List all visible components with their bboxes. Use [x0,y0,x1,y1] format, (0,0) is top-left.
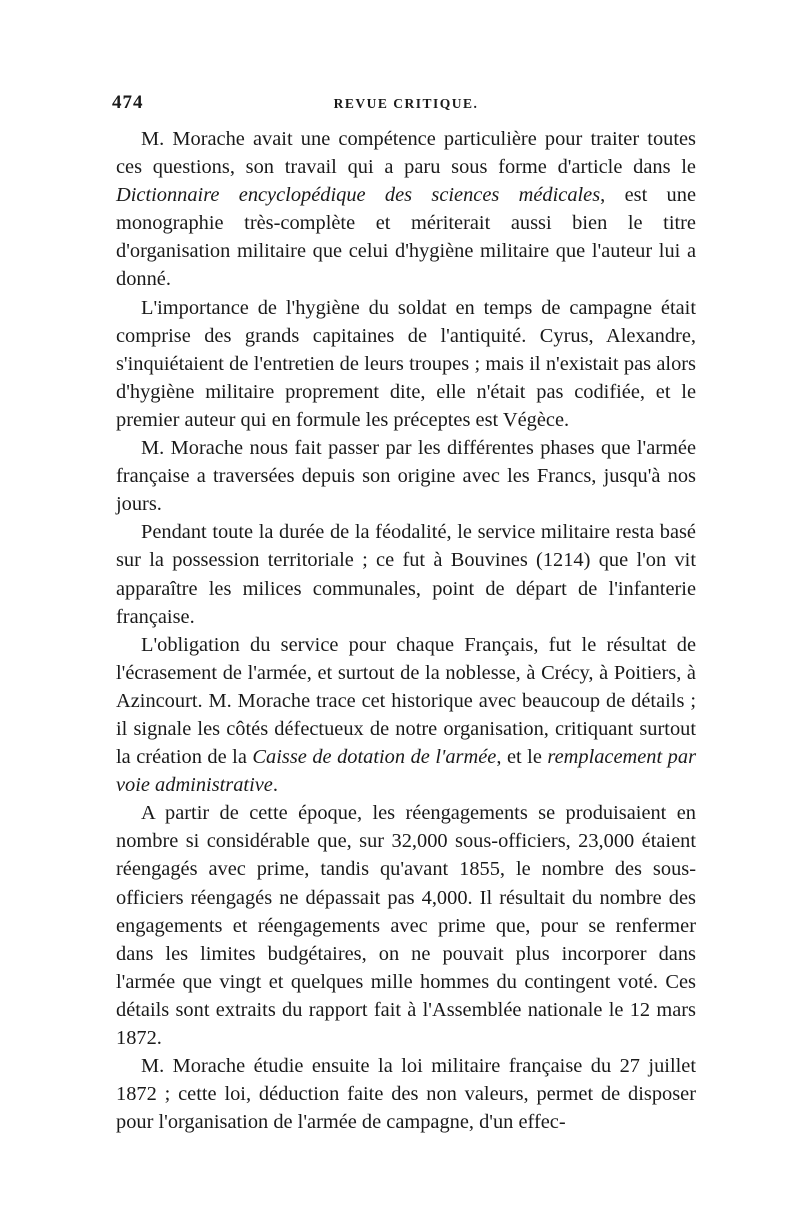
italic-caisse-dotation: Caisse de dotation de l'armée [252,746,497,769]
paragraph-phases-armee [116,434,696,518]
text-segment: A partir de cette époque, les réengagements se produisaient en nombre si considérable que, sur 32,000 sous-officiers, 23,000 étaient réengagés avec prime, tandis qu'avant 1855, le nombre des sous-officiers réengagés ne dépassait pas 4,000. Il résultait du nombre des engagements et réengagements avec prime que, pour se renfermer dans les limites budgétaires, on ne pouvait plus incorporer dans l'armée que vingt et quelques mille hommes du contingent voté. Ces détails sont extraits du rapport fait à l'Assemblée nationale le 12 mars 1872. [116,802,696,1049]
italic-remplacement: remplacement par voie administrative [116,746,697,797]
text-segment: M. Morache avait une compétence particulière pour traiter toutes ces questions, son travail qui a paru sous forme d'article dans le [116,128,696,179]
running-header [112,88,696,118]
text-segment: , et le [496,746,548,769]
running-title: REVUE CRITIQUE. [333,96,479,111]
paragraph-reengagements [116,799,696,1052]
body-text [116,125,696,1136]
paragraph-obligation-service [116,631,696,800]
page-number: 474 [112,92,144,113]
paragraph-feodalite [116,518,696,630]
paragraph-hygiene-antiquite [116,294,696,434]
text-segment: M. Morache étudie ensuite la loi militaire française du 27 juillet 1872 ; cette loi, déduction faite des non valeurs, permet de disposer pour l'organisation de l'armée de campagne, d'un effec- [116,1055,696,1134]
paragraph-loi-1872 [116,1052,696,1136]
text-segment: L'importance de l'hygiène du soldat en temps de campagne était comprise des grands capitaines de l'antiquité. Cyrus, Alexandre, s'inquiétaient de l'entretien de leurs troupes ; mais il n'existait pas alors d'hygiène militaire proprement dite, elle n'était pas codifiée, et le premier auteur qui en formule les préceptes est Végèce. [116,296,696,431]
text-segment: . [272,774,278,797]
book-title-dictionnaire: Dictionnaire encyclopédique des sciences médicales [116,184,601,207]
text-segment: , est une monographie très-complète et mériterait aussi bien le titre d'organisation militaire que celui d'hygiène militaire que l'auteur lui a donné. [116,184,696,291]
text-segment: M. Morache nous fait passer par les différentes phases que l'armée française a traversées depuis son origine avec les Francs, jusqu'à nos jours. [116,437,696,516]
paragraph-morache-competence [116,125,696,294]
book-page [112,88,697,1136]
text-segment: L'obligation du service pour chaque Français, fut le résultat de l'écrasement de l'armée, et surtout de la noblesse, à Crécy, à Poitiers, à Azincourt. M. Morache trace cet historique avec beaucoup de détails ; il signale les côtés défectueux de notre organisation, critiquant surtout la création de la [116,633,696,769]
text-segment: Pendant toute la durée de la féodalité, le service militaire resta basé sur la possession territoriale ; ce fut à Bouvines (1214) que l'on vit apparaître les milices communales, point de départ de l'infanterie française. [116,521,696,628]
